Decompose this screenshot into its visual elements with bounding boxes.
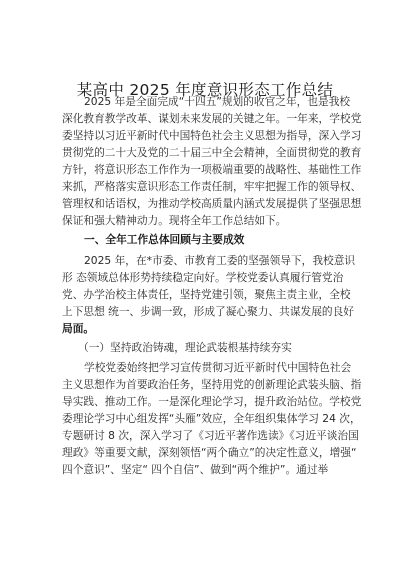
section-line: 局面。 bbox=[62, 322, 95, 335]
section-heading: 一、全年工作总体回顾与主要成效 bbox=[84, 233, 245, 246]
section-line: 上下思想 统一、步调一致，形成了凝心聚力、共谋发展的良好 bbox=[62, 305, 354, 318]
intro-line: 2025 年是全面完成“十四五”规划的收官之年，也是我校 bbox=[84, 95, 351, 108]
intro-line: 管理权和话语权，为推动学校高质量内涵式发展提供了坚强思想 bbox=[62, 197, 362, 210]
subsection-line: 主义思想作为首要政治任务，坚持用党的创新理论武装头脑、指 bbox=[62, 378, 362, 391]
document-title: 某高中 2025 年度意识形态工作总结 bbox=[76, 81, 334, 99]
subsection-line: 委理论学习中心组发挥“头雁”效应，全年组织集体学习 24 次， bbox=[62, 412, 361, 425]
intro-line: 方针，将意识形态工作作为一项极端重要的战略性、基础性工作 bbox=[62, 163, 362, 176]
intro-line: 保证和强大精神动力。现将全年工作总结如下。 bbox=[62, 214, 287, 227]
intro-line: 深化教育教学改革、谋划未来发展的关键之年。一年来，学校党 bbox=[62, 112, 362, 125]
subsection-line: 导实践、推动工作。一是深化理论学习，提升政治站位。学校党 bbox=[62, 395, 362, 408]
intro-line: 来抓，严格落实意识形态工作责任制，牢牢把握工作的领导权、 bbox=[62, 180, 362, 193]
section-line: 党、办学治校主体责任，坚持党建引领，聚焦主责主业，全校 bbox=[62, 288, 351, 301]
subsection-heading: （一）坚持政治铸魂，理论武装根基持续夯实 bbox=[78, 341, 292, 354]
subsection-line: 学校党委始终把学习宣传贯彻习近平新时代中国特色社会 bbox=[84, 361, 352, 374]
subsection-line: 专题研讨 8 次，深入学习了《习近平著作选读》《习近平谈治国 bbox=[62, 429, 359, 442]
subsection-line: 理政》等重要文献，深刻领悟“两个确立”的决定性意义，增强“ bbox=[62, 446, 357, 459]
intro-line: 委坚持以习近平新时代中国特色社会主义思想为指导，深入学习 bbox=[62, 129, 362, 142]
section-line: 形 态领域总体形势持续稳定向好。学校党委认真履行管党治 bbox=[62, 271, 344, 284]
section-line: 2025 年，在*市委、市教育工委的坚强领导下，我校意识 bbox=[84, 254, 356, 267]
subsection-line: 四个意识”、坚定“ 四个自信”、做到“两个维护”。通过举 bbox=[62, 463, 329, 476]
intro-line: 贯彻党的二十大及党的二十届三中全会精神，全面贯彻党的教育 bbox=[62, 146, 362, 159]
